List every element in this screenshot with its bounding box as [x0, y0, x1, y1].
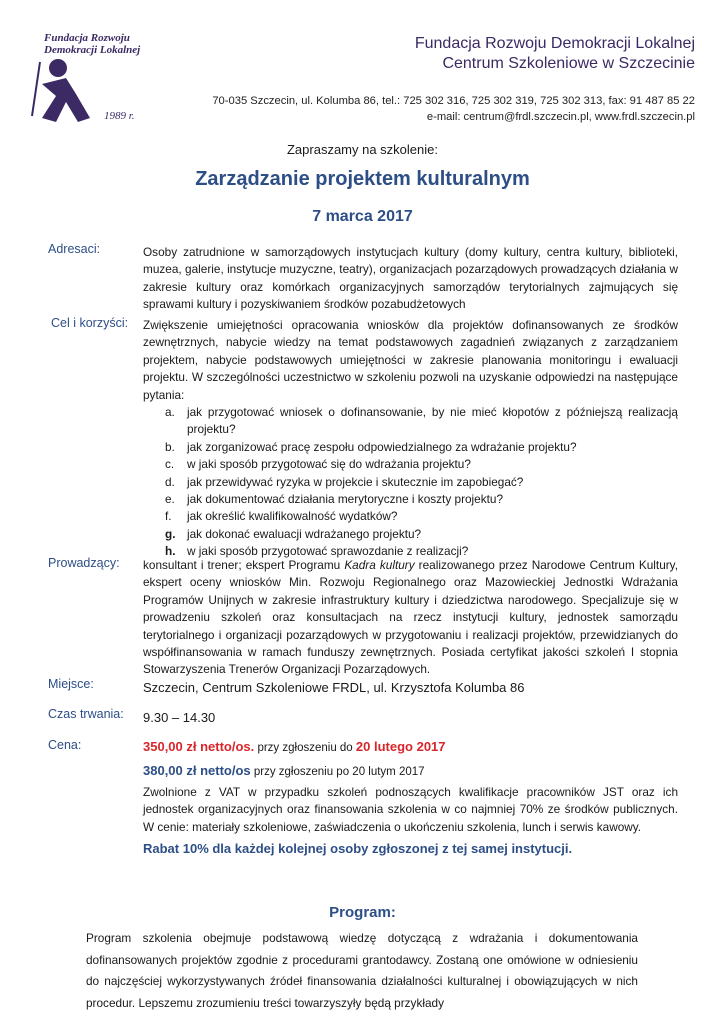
- org-name-line-2: Centrum Szkoleniowe w Szczecinie: [442, 55, 695, 72]
- question-item: [165, 491, 678, 508]
- program-heading: Program:: [329, 904, 396, 921]
- prowadzacy-section: [143, 557, 678, 679]
- price-1-deadline: 20 lutego 2017: [355, 739, 446, 754]
- vat-note: Zwolnione z VAT w przypadku szkoleń podnoszących kwalifikacje pracowników JST oraz ich jednostek organizacyjnych oraz finansowania szkolenia w co najmniej 70% ze środków publicznych. W cenie: materiały szkoleniowe, zaświadczenia o ukończeniu szkolenia, lunch i serwis kawowy.: [143, 785, 678, 834]
- question-marker: f.: [165, 509, 172, 524]
- price-2-note: przy zgłoszeniu po 20 lutym 2017: [250, 766, 425, 778]
- question-marker: g.: [165, 526, 176, 541]
- organization-name: [415, 34, 695, 74]
- question-item: [165, 474, 678, 491]
- questions-list: [143, 404, 678, 561]
- price-2: 380,00 zł netto/os: [143, 763, 251, 778]
- prowadzacy-label: Prowadzący:: [48, 556, 120, 570]
- question-marker: c.: [165, 457, 175, 472]
- invitation-text: Zapraszamy na szkolenie:: [286, 142, 438, 157]
- question-text: jak dokumentować działania merytoryczne i koszty projektu?: [187, 492, 504, 507]
- org-name-line-1: Fundacja Rozwoju Demokracji Lokalnej: [414, 35, 695, 52]
- contact-line[interactable]: e-mail: centrum@frdl.szczecin.pl, www.frdl.szczecin.pl: [426, 111, 695, 123]
- prowadzacy-text-after: realizowanego przez Narodowe Centrum Kultury, ekspert oceny wniosków Min. Rozwoju Regionalnego oraz Mazowieckiej Jednostki Wdrażania Programów Unijnych w zakresie infrastruktury kultury i dziedzictwa narodowego. Specjalizuje się w prowadzeniu szkoleń oraz konsultacjach na rzecz instytucji kultury, jednostek samorządu terytorialnego i organizacji pozarządowych w przygotowaniu i realizacji projektów, przewidzianych do współfinansowania w ramach funduszy zewnętrznych. Posiada certyfikat jakości szkoleń I stopnia Stowarzyszenia Trenerów Organizacji Pozarządowych.: [143, 558, 678, 677]
- question-item: [165, 439, 678, 456]
- address-line: 70-035 Szczecin, ul. Kolumba 86, tel.: 725 302 316, 725 302 319, 725 302 313, fax: 91 487 85 22: [212, 95, 695, 107]
- question-marker: a.: [165, 405, 175, 420]
- cena-label: Cena:: [48, 738, 82, 752]
- prowadzacy-paragraph: [143, 557, 678, 679]
- question-marker: e.: [165, 492, 175, 507]
- price-1-note: przy zgłoszeniu do: [254, 742, 356, 754]
- question-item: [165, 526, 678, 543]
- miejsce-text: Szczecin, Centrum Szkoleniowe FRDL, ul. Krzysztofa Kolumba 86: [143, 680, 525, 695]
- czas-label: Czas trwania:: [48, 707, 124, 721]
- adresaci-paragraph: Osoby zatrudnione w samorządowych instytucjach kultury (domy kultury, centra kultury, biblioteki, muzea, galerie, instytucje muzyczne, teatry), organizacjach pozarządowych prowadzących działania w zakresie kultury oraz komórkach organizacyjnych samorządów terytorialnych zajmujących się sprawami kultury i pozyskiwaniem środków pozabudżetowych: [143, 245, 678, 312]
- logo: [28, 30, 148, 130]
- question-text: jak przewidywać ryzyka w projekcie i skutecznie im zapobiegać?: [187, 474, 524, 489]
- rabat-note: Rabat 10% dla każdej kolejnej osoby zgłoszonej z tej samej instytucji.: [143, 841, 573, 857]
- logo-year: 1989 r.: [104, 110, 135, 122]
- price-2-row: [143, 761, 678, 782]
- organization-address: [212, 93, 695, 125]
- question-text: jak zorganizować pracę zespołu odpowiedzialnego za wdrażanie projektu?: [187, 439, 577, 454]
- cel-label: Cel i korzyści:: [51, 316, 129, 330]
- program-name: Kadra kultury: [344, 558, 415, 572]
- logo-text: [44, 32, 140, 56]
- logo-line-1: Fundacja Rozwoju: [44, 32, 130, 44]
- adresaci-label: Adresaci:: [48, 242, 101, 256]
- training-date: 7 marca 2017: [312, 208, 413, 225]
- question-marker: b.: [165, 439, 175, 454]
- question-text: w jaki sposób przygotować się do wdrażania projektu?: [187, 457, 471, 472]
- price-1: 350,00 zł netto/os.: [143, 739, 255, 754]
- question-text: jak dokonać ewaluacji wdrażanego projektu?: [187, 526, 422, 541]
- adresaci-text: [143, 244, 678, 314]
- question-text: w jaki sposób przygotować sprawozdanie z realizacji?: [187, 544, 469, 559]
- question-text: jak określić kwalifikowalność wydatków?: [187, 509, 398, 524]
- question-item: [165, 404, 678, 439]
- logo-line-2: Demokracji Lokalnej: [44, 44, 141, 56]
- question-item: [165, 508, 678, 525]
- czas-text: 9.30 – 14.30: [143, 710, 216, 725]
- training-title: Zarządzanie projektem kulturalnym: [195, 168, 530, 190]
- question-marker: d.: [165, 474, 175, 489]
- question-marker: h.: [165, 544, 176, 559]
- logo-figure-icon: [28, 56, 98, 126]
- cena-section: [143, 737, 678, 858]
- program-text: Program szkolenia obejmuje podstawową wiedzę dotyczącą z wdrażania i dokumentowania dofinansowanych projektów zgodnie z procedurami grantodawcy. Zostaną one omówione w odniesieniu do najczęściej wykorzystywanych źródeł finansowania działalności kulturalnej i obowiązujących w nich procedur. Lepszemu zrozumieniu treści towarzyszyły będą przykłady: [86, 931, 638, 1010]
- cel-section: [143, 317, 678, 561]
- miejsce-label: Miejsce:: [48, 677, 94, 691]
- question-text: jak przygotować wniosek o dofinansowanie, by nie mieć kłopotów z późniejszą realizacją projektu?: [187, 405, 678, 437]
- cel-paragraph: Zwiększenie umiejętności opracowania wniosków dla projektów dofinansowanych ze środków zewnętrznych, nabycie wiedzy na temat podstawowych zagadnień związanych z zarządzaniem projektem, nabycie podstawowych umiejętności w zakresie planowania monitoringu i ewaluacji projektu. W szczególności uczestnictwo w szkoleniu pozwoli na uzyskanie odpowiedzi na następujące pytania:: [143, 318, 678, 402]
- question-item: [165, 456, 678, 473]
- price-1-row: [143, 737, 678, 758]
- prowadzacy-text-before: konsultant i trener; ekspert Programu: [143, 558, 345, 572]
